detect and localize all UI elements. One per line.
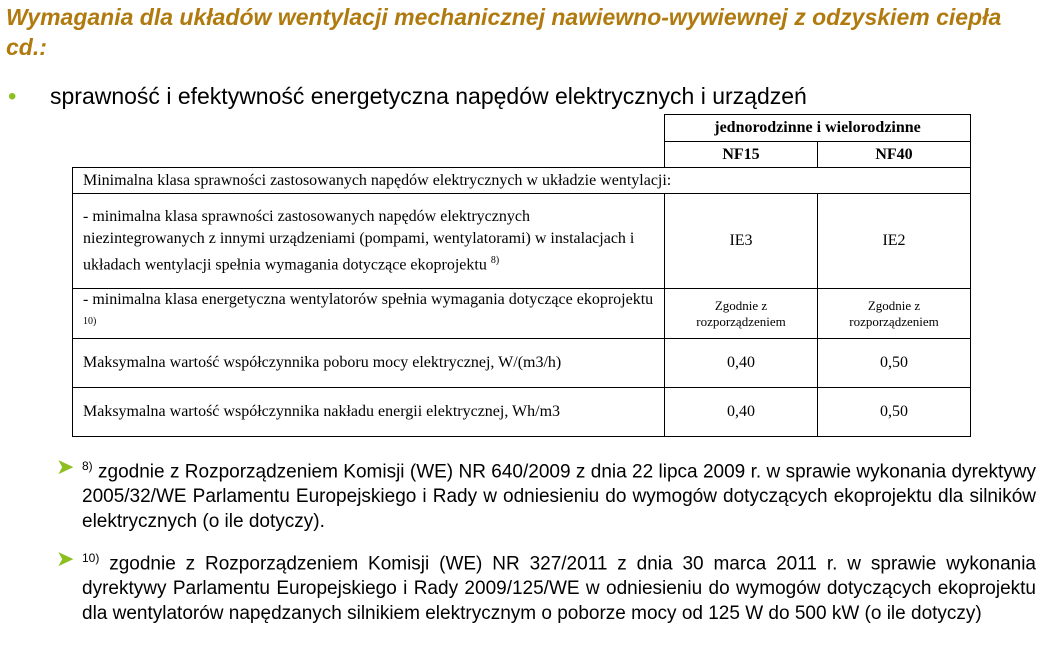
footnote-marker: 8)	[82, 459, 93, 473]
table-section-row	[73, 168, 971, 194]
bullet-dot-icon: •	[8, 83, 17, 110]
bullet-item	[8, 82, 1028, 112]
value-nf40: 0,50	[818, 388, 971, 437]
value-nf40: 0,50	[818, 339, 971, 388]
row-label: Maksymalna wartość współczynnika poboru mocy elektrycznej, W/(m3/h)	[73, 339, 665, 388]
table-row	[73, 289, 971, 339]
footnote-marker: 10)	[82, 551, 100, 565]
footnote-text	[82, 454, 1036, 534]
table-row	[73, 194, 971, 289]
arrow-bullet-icon: ➤	[56, 454, 75, 479]
table-group-header-row	[73, 115, 971, 142]
value-nf40: IE2	[818, 194, 971, 289]
row-label	[73, 194, 665, 289]
value-nf15: IE3	[665, 194, 818, 289]
row-label-text: - minimalna klasa energetyczna wentylatorów spełnia wymagania dotyczące ekoprojektu	[83, 291, 654, 309]
column-header-nf40: NF40	[818, 142, 971, 168]
table-blank-cell	[73, 142, 665, 168]
row-label	[73, 289, 665, 339]
footnote-body: zgodnie z Rozporządzeniem Komisji (WE) NR 327/2011 z dnia 30 marca 2011 r. w sprawie wykonania dyrektywy Parlamentu Europejskiego i Rady 2009/125/WE w odniesieniu do wymogów dotyczących ekoprojektu dla wentylatorów napędzanych silnikiem elektrycznym o poborze mocy od 125 W do 500 kW (o ile dotyczy)	[82, 553, 1036, 625]
value-nf15: Zgodnie z rozporządzeniem	[665, 289, 818, 339]
footnote-body: zgodnie z Rozporządzeniem Komisji (WE) NR 640/2009 z dnia 22 lipca 2009 r. w sprawie wykonania dyrektywy 2005/32/WE Parlamentu Europejskiego i Rady w odniesieniu do wymogów dotyczących ekoprojektu dla silników elektrycznych (o ile dotyczy).	[82, 461, 1036, 533]
table-column-header-row	[73, 142, 971, 168]
value-nf15: 0,40	[665, 388, 818, 437]
section-label: Minimalna klasa sprawności zastosowanych napędów elektrycznych w układzie wentylacji:	[73, 168, 971, 194]
page-title: Wymagania dla układów wentylacji mechanicznej nawiewno-wywiewnej z odzyskiem ciepła cd.:	[6, 4, 1002, 60]
table-row	[73, 388, 971, 437]
row-label-text: - minimalna klasa sprawności zastosowanych napędów elektrycznych niezintegrowanych z innymi urządzeniami (pompami, wentylatorami) w instalacjach i układach wentylacji spełnia wymagania dotyczące ekoprojektu	[83, 207, 635, 274]
arrow-bullet-icon: ➤	[56, 546, 75, 571]
footnote-ref: 10)	[83, 316, 97, 328]
value-nf40: Zgodnie z rozporządzeniem	[818, 289, 971, 339]
footnote-text	[82, 546, 1036, 626]
requirements-table	[72, 114, 971, 437]
footnote-ref: 8)	[490, 254, 500, 266]
column-header-nf15: NF15	[665, 142, 818, 168]
table-row	[73, 339, 971, 388]
bullet-text: sprawność i efektywność energetyczna napędów elektrycznych i urządzeń	[50, 83, 807, 109]
value-nf15: 0,40	[665, 339, 818, 388]
row-label: Maksymalna wartość współczynnika nakładu energii elektrycznej, Wh/m3	[73, 388, 665, 437]
footnote-8	[56, 454, 1036, 534]
table-blank-cell	[73, 115, 665, 142]
group-header: jednorodzinne i wielorodzinne	[665, 115, 971, 142]
footnote-10	[56, 546, 1036, 626]
